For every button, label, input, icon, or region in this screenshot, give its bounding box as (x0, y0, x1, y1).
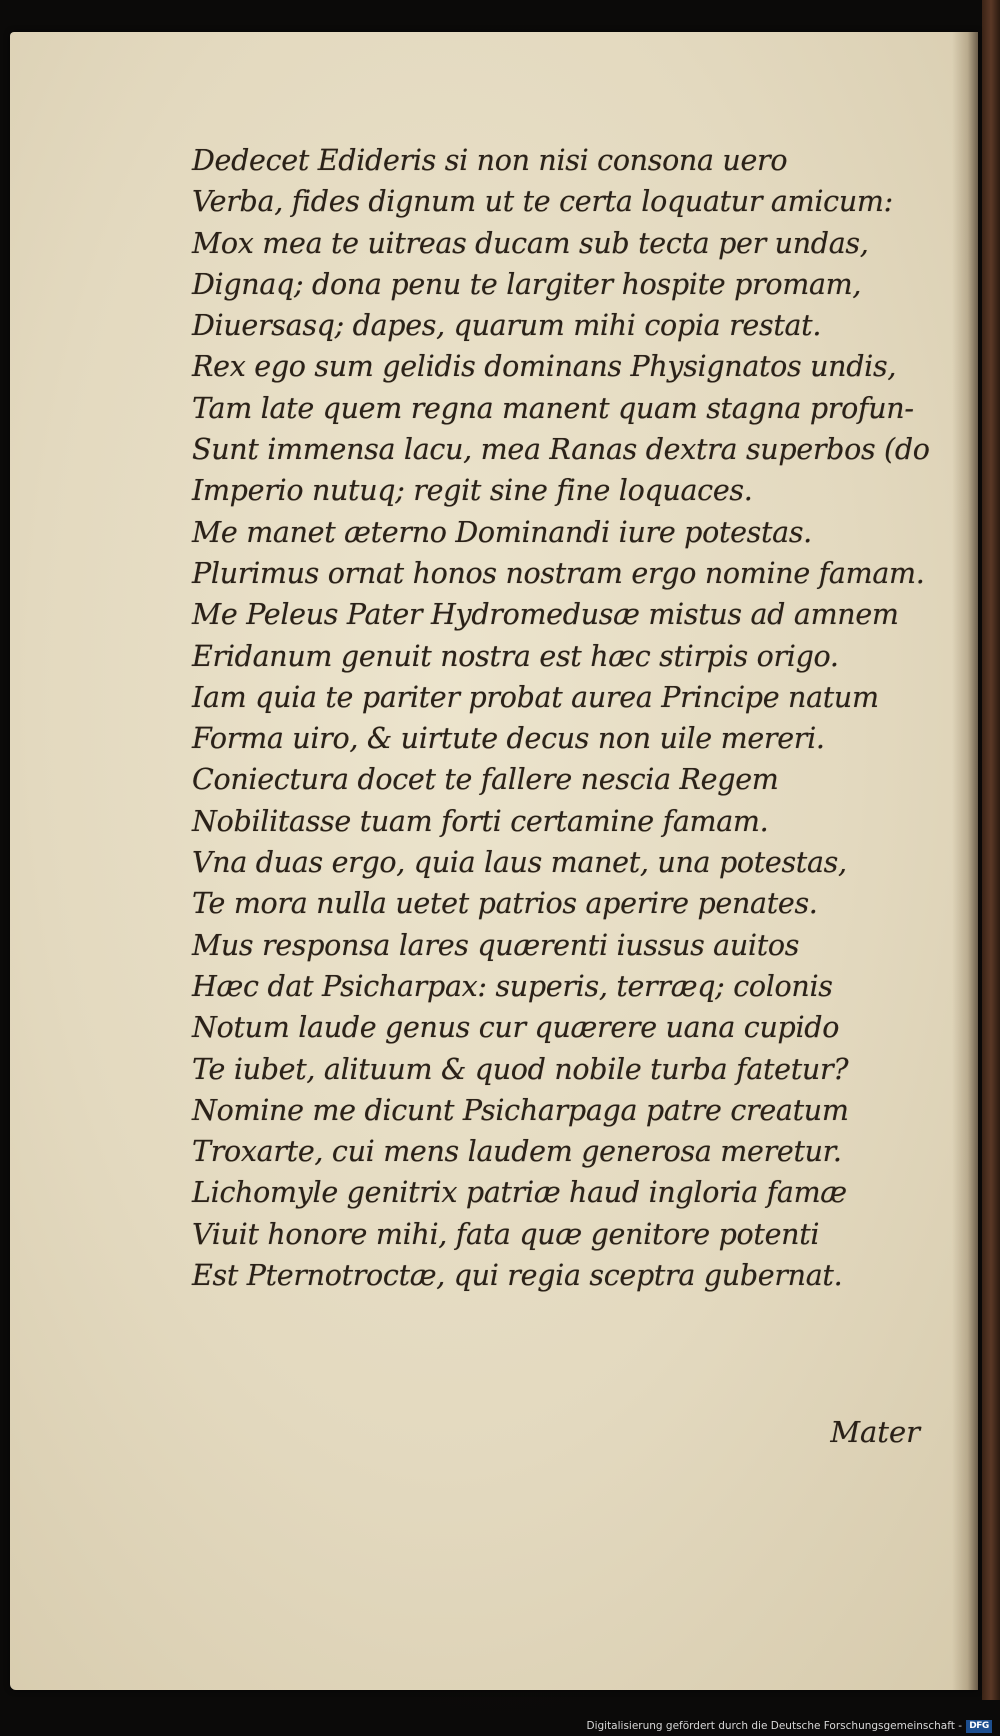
verse-line: Verba, fides dignum ut te certa loquatur amicum: (192, 185, 893, 219)
verse-line: Notum laude genus cur quærere uana cupido (192, 1011, 840, 1045)
verse-line: Tam late quem regna manent quam stagna profun- (192, 391, 914, 425)
verse-line: Dedecet Edideris si non nisi consona uero (192, 144, 788, 177)
book-spine (982, 0, 1000, 1700)
verse-line: Plurimus ornat honos nostram ergo nomine famam. (192, 556, 925, 590)
verse-line: Forma uiro, & uirtute decus non uile mereri. (192, 722, 825, 756)
verse-line: Dignaq; dona penu te largiter hospite promam, (192, 267, 862, 301)
verse-line: Te iubet, alituum & quod nobile turba fatetur? (192, 1052, 849, 1086)
digitization-credit (586, 1720, 962, 1732)
verse-line: Te mora nulla uetet patrios aperire penates. (192, 887, 818, 921)
verse-line: Rex ego sum gelidis dominans Physignatos undis, (192, 350, 897, 384)
verse-line: Eridanum genuit nostra est hæc stirpis origo. (192, 639, 839, 673)
verse-line: Nomine me dicunt Psicharpaga patre creatum (192, 1093, 849, 1127)
verse-line: Imperio nutuq; regit sine fine loquaces. (192, 474, 753, 508)
credit-text: Digitalisierung gefördert durch die Deutsche Forschungsgemeinschaft - (586, 1720, 962, 1732)
verse-line: Vna duas ergo, quia laus manet, una potestas, (192, 846, 847, 880)
verse-line: Est Pternotroctæ, qui regia sceptra gubernat. (192, 1259, 843, 1293)
verse-line: Mus responsa lares quærenti iussus auitos (192, 928, 800, 962)
verse-line: Coniectura docet te fallere nescia Regem (192, 763, 779, 797)
verse-line: Troxarte, cui mens laudem generosa meretur. (192, 1135, 842, 1169)
verse-line: Hæc dat Psicharpax: superis, terræq; colonis (192, 969, 833, 1003)
catchword: Mater (830, 1415, 920, 1449)
verse-line: Sunt immensa lacu, mea Ranas dextra superbos (do (192, 433, 930, 467)
verse-list (192, 140, 932, 1296)
verse-line: Me manet æterno Dominandi iure potestas. (192, 515, 812, 549)
verse-line: Diuersasq; dapes, quarum mihi copia restat. (192, 309, 822, 343)
verse-line: Nobilitasse tuam forti certamine famam. (192, 804, 769, 838)
verse-line: Viuit honore mihi, fata quæ genitore potenti (192, 1217, 820, 1251)
verse-line: Me Peleus Pater Hydromedusæ mistus ad amnem (192, 598, 899, 632)
verse-line: Lichomyle genitrix patriæ haud ingloria famæ (192, 1176, 847, 1210)
verse-line: Mox mea te uitreas ducam sub tecta per undas, (192, 226, 869, 260)
dfg-logo-icon: DFG (966, 1720, 992, 1733)
verse-line: Iam quia te pariter probat aurea Principe natum (192, 680, 879, 714)
